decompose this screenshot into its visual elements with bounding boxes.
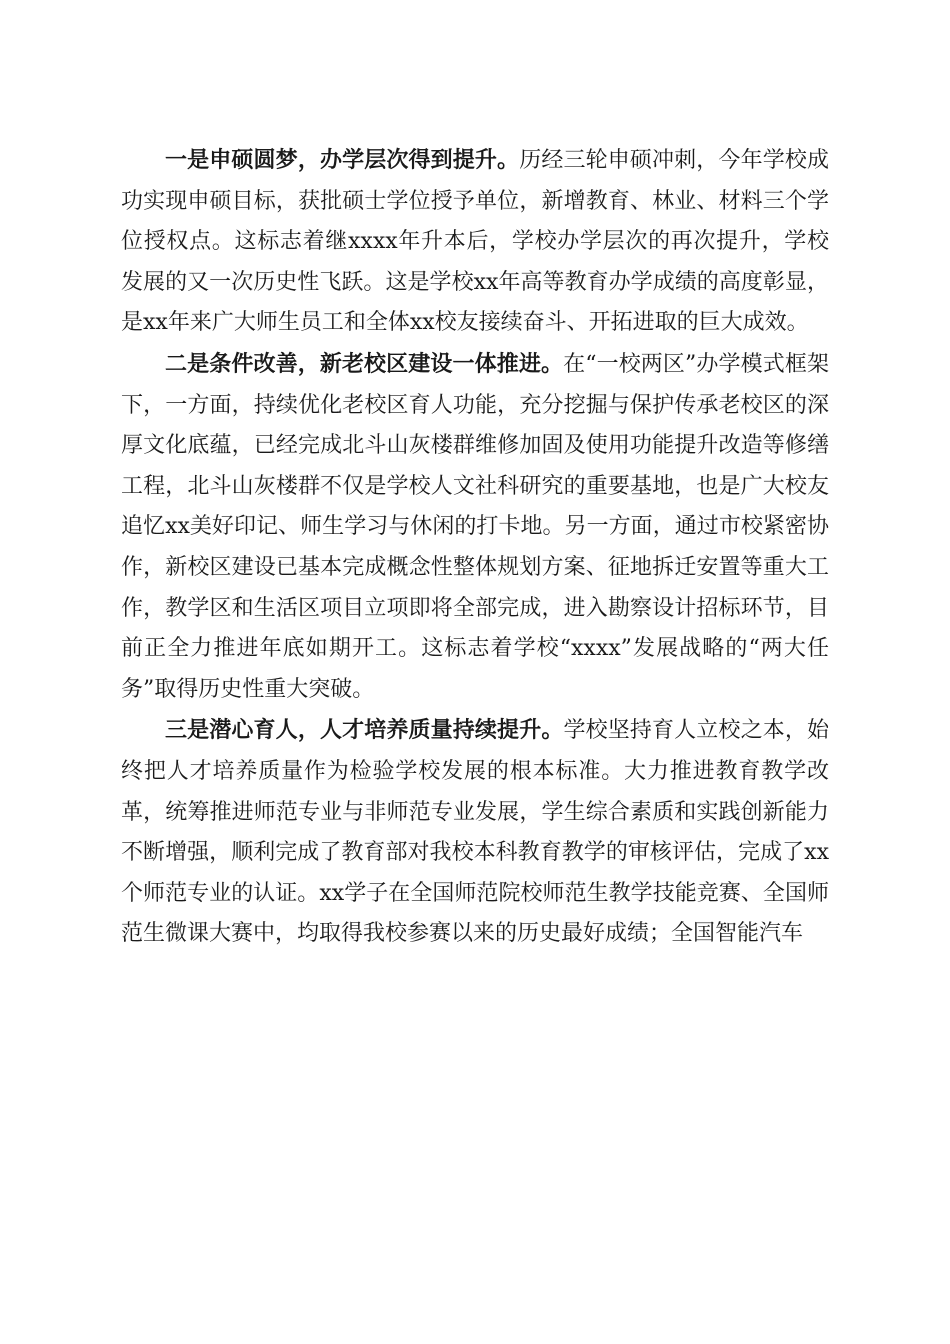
paragraph-1-lead: 一是申硕圆梦，办学层次得到提升。 <box>165 147 520 173</box>
paragraph-3-body: 学校坚持育人立校之本，始终把人才培养质量作为检验学校发展的根本标准。大力推进教育教学改革，统筹推进师范专业与非师范专业发展，学生综合素质和实践创新能力不断增强，顺利完成了教育部对我校本科教育教学的审核评估，完成了xx个师范专业的认证。xx学子在全国师范院校师范生教学技能竞赛、全国师范生微课大赛中，均取得我校参赛以来的历史最好成绩；全国智能汽车 <box>121 718 829 947</box>
paragraph-2-lead: 二是条件改善，新老校区建设一体推进。 <box>165 350 564 377</box>
paragraph-1-body: 历经三轮申硕冲刺，今年学校成功实现申硕目标，获批硕士学位授予单位，新增教育、林业、材料三个学位授权点。这标志着继xxxx年升本后，学校办学层次的再次提升，学校发展的又一次历史性飞跃。这是学校xx年高等教育办学成绩的高度彰显，是xx年来广大师生员工和全体xx校友接续奋斗、开拓进取的巨大成效。 <box>121 148 829 336</box>
paragraph-1 <box>121 140 829 344</box>
paragraph-3-lead: 三是潜心育人，人才培养质量持续提升。 <box>165 717 564 744</box>
paragraph-2-body: 在“一校两区”办学模式框架下，一方面，持续优化老校区育人功能，充分挖掘与保护传承老校区的深厚文化底蕴，已经完成北斗山灰楼群维修加固及使用功能提升改造等修缮工程，北斗山灰楼群不仅是学校人文社科研究的重要基地，也是广大校友追忆xx美好印记、师生学习与休闲的打卡地。另一方面，通过市校紧密协作，新校区建设已基本完成概念性整体规划方案、征地拆迁安置等重大工作，教学区和生活区项目立项即将全部完成，进入勘察设计招标环节，目前正全力推进年底如期开工。这标志着学校“xxxx”发展战略的“两大任务”取得历史性重大突破。 <box>121 351 829 702</box>
paragraph-2 <box>121 344 829 710</box>
paragraph-3 <box>121 710 829 955</box>
document-body <box>121 140 829 955</box>
